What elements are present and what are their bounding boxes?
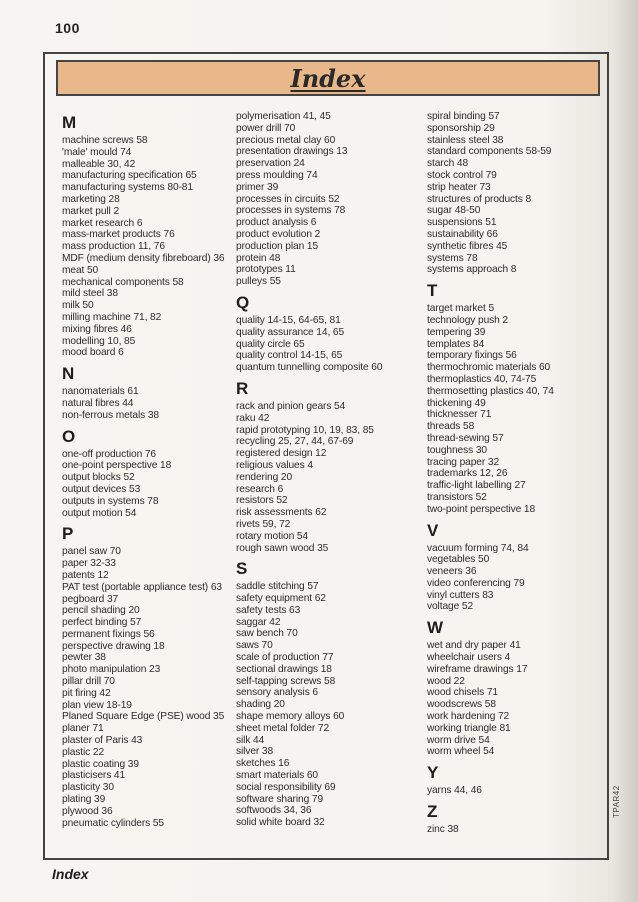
index-entry: trademarks 12, 26 (427, 468, 508, 480)
index-entry: stainless steel 38 (427, 134, 504, 146)
index-entry: plastic coating 39 (62, 758, 139, 770)
index-section (236, 291, 421, 374)
index-section (427, 616, 612, 758)
index-entry: safety tests 63 (236, 604, 301, 616)
index-entry: safety equipment 62 (236, 593, 326, 605)
index-entry: paper 32-33 (62, 558, 116, 570)
index-entry: templates 84 (427, 338, 485, 350)
index-entry: press moulding 74 (236, 169, 318, 181)
index-entry: pneumatic cylinders 55 (62, 817, 164, 829)
index-entry: one-off production 76 (62, 448, 156, 460)
index-entry: wood 22 (427, 675, 465, 687)
section-letter: O (62, 426, 76, 446)
index-entry: shape memory alloys 60 (236, 711, 345, 723)
index-entry: transistors 52 (427, 491, 487, 503)
section-letter: N (62, 364, 75, 384)
index-entry: panel saw 70 (62, 546, 121, 558)
index-entry: saggar 42 (236, 616, 281, 628)
index-entry: sensory analysis 6 (236, 687, 319, 699)
section-letter: V (427, 520, 439, 540)
index-entry: saws 70 (236, 640, 273, 652)
index-entry: saw bench 70 (236, 628, 298, 640)
index-entry: plastic 22 (62, 746, 105, 758)
section-letter: M (62, 113, 77, 132)
section-letter: S (236, 559, 248, 579)
index-entry: plasticity 30 (62, 782, 114, 794)
index-entry: starch 48 (427, 158, 469, 170)
index-entry: processes in systems 78 (236, 205, 346, 217)
index-entry: recycling 25, 27, 44, 67-69 (236, 436, 354, 448)
index-entry: sponsorship 29 (427, 122, 495, 134)
index-section (62, 425, 247, 520)
index-entry: silk 44 (236, 734, 265, 746)
index-entry: plaster of Paris 43 (62, 735, 143, 747)
index-entry: sketches 16 (236, 758, 290, 770)
index-entry: one-point perspective 18 (62, 460, 172, 472)
index-entry: thickening 49 (427, 397, 486, 409)
index-entry: output devices 53 (62, 483, 141, 495)
index-entry: synthetic fibres 45 (427, 240, 508, 252)
index-entry: video conferencing 79 (427, 577, 525, 589)
index-section (427, 279, 612, 515)
index-entry: quantum tunnelling composite 60 (236, 362, 383, 374)
index-entry: Planed Square Edge (PSE) wood 35 (62, 711, 225, 723)
index-entry: mechanical components 58 (62, 276, 184, 288)
index-entry: systems 78 (427, 252, 478, 264)
index-entry: stock control 79 (427, 169, 497, 181)
index-entry: milling machine 71, 82 (62, 311, 162, 323)
index-entry: resistors 52 (236, 495, 288, 507)
index-entry: thermosetting plastics 40, 74 (427, 385, 554, 397)
index-entry: thicknesser 71 (427, 409, 492, 421)
index-entry: zinc 38 (427, 824, 459, 836)
index-entry: malleable 30, 42 (62, 158, 136, 170)
index-entry: polymerisation 41, 45 (236, 111, 331, 122)
index-entry: manufacturing specification 65 (62, 170, 197, 182)
index-section (236, 377, 421, 554)
index-entry: work hardening 72 (427, 711, 510, 723)
index-entry: pewter 38 (62, 652, 106, 664)
index-entry: plasticisers 41 (62, 770, 126, 782)
index-entry: thread-sewing 57 (427, 432, 504, 444)
index-section (236, 111, 421, 288)
index-entry: output blocks 52 (62, 472, 135, 484)
index-entry: quality circle 65 (236, 338, 305, 350)
index-entry: permanent fixings 56 (62, 628, 155, 640)
index-entry: nanomaterials 61 (62, 386, 139, 398)
section-letter: Z (427, 802, 438, 822)
index-entry: veneers 36 (427, 566, 477, 578)
index-entry: outputs in systems 78 (62, 495, 159, 507)
index-section (427, 519, 612, 614)
index-entry: silver 38 (236, 746, 274, 758)
index-entry: tempering 39 (427, 326, 486, 338)
index-entry: solid white board 32 (236, 817, 325, 829)
index-entry: processes in circuits 52 (236, 193, 340, 205)
index-entry: mixing fibres 46 (62, 323, 132, 335)
index-entry: target market 5 (427, 303, 495, 315)
index-entry: wheelchair users 4 (427, 652, 511, 664)
index-entry: standard components 58-59 (427, 146, 552, 158)
index-entry: quality 14-15, 64-65, 81 (236, 314, 341, 326)
index-entry: power drill 70 (236, 122, 296, 134)
index-entry: quality assurance 14, 65 (236, 326, 345, 338)
index-entry: natural fibres 44 (62, 397, 134, 409)
index-entry: self-tapping screws 58 (236, 675, 336, 687)
index-entry: strip heater 73 (427, 181, 491, 193)
index-entry: technology push 2 (427, 314, 508, 326)
index-entry: prototypes 11 (236, 264, 296, 276)
index-entry: thermochromic materials 60 (427, 362, 551, 374)
index-entry: tracing paper 32 (427, 456, 500, 468)
index-entry: shading 20 (236, 699, 285, 711)
index-entry: spiral binding 57 (427, 111, 500, 122)
index-entry: machine screws 58 (62, 135, 148, 146)
index-entry: mass-market products 76 (62, 229, 175, 241)
section-letter: T (427, 281, 438, 301)
index-entry: smart materials 60 (236, 770, 318, 782)
index-entry: sustainability 66 (427, 228, 498, 240)
index-entry: precious metal clay 60 (236, 134, 336, 146)
index-entry: voltage 52 (427, 601, 474, 613)
index-entry: modelling 10, 85 (62, 335, 136, 347)
index-entry: worm wheel 54 (427, 746, 495, 758)
section-letter: Y (427, 763, 439, 783)
index-entry: threads 58 (427, 421, 475, 433)
index-entry: worm drive 54 (427, 734, 490, 746)
index-section (62, 522, 247, 829)
index-entry: presentation drawings 13 (236, 146, 348, 158)
index-entry: mild steel 38 (62, 288, 118, 300)
index-entry: traffic-light labelling 27 (427, 480, 526, 492)
index-entry: marketing 28 (62, 193, 120, 205)
index-entry: softwoods 34, 36 (236, 805, 312, 817)
index-entry: suspensions 51 (427, 217, 497, 229)
index-entry: registered design 12 (236, 448, 327, 460)
index-entry: working triangle 81 (427, 722, 511, 734)
index-entry: rendering 20 (236, 471, 293, 483)
index-entry: mood board 6 (62, 347, 124, 359)
index-entry: plating 39 (62, 794, 106, 806)
index-column-1 (62, 111, 247, 829)
index-entry: yarns 44, 46 (427, 785, 482, 797)
index-entry: non-ferrous metals 38 (62, 409, 159, 421)
index-entry: vinyl cutters 83 (427, 589, 494, 601)
index-entry: mass production 11, 76 (62, 241, 165, 253)
page-number: 100 (55, 20, 80, 36)
index-entry: sectional drawings 18 (236, 663, 332, 675)
index-entry: product evolution 2 (236, 228, 321, 240)
index-entry: photo manipulation 23 (62, 664, 161, 676)
section-letter: Q (236, 292, 250, 312)
index-entry: milk 50 (62, 300, 94, 312)
index-entry: vacuum forming 74, 84 (427, 542, 529, 554)
index-entry: product analysis 6 (236, 217, 317, 229)
index-entry: preservation 24 (236, 158, 305, 170)
index-section (427, 761, 612, 797)
index-entry: raku 42 (236, 412, 270, 424)
section-letter: R (236, 378, 249, 398)
index-entry: rivets 59, 72 (236, 518, 291, 530)
index-entry: perspective drawing 18 (62, 640, 165, 652)
index-entry: structures of products 8 (427, 193, 532, 205)
footer-section-label: Index (52, 866, 89, 882)
title-banner (56, 60, 600, 96)
index-entry: pegboard 37 (62, 593, 119, 605)
index-entry: wet and dry paper 41 (427, 640, 521, 652)
index-entry: rotary motion 54 (236, 530, 309, 542)
index-entry: primer 39 (236, 181, 279, 193)
index-entry: meat 50 (62, 264, 99, 276)
side-code: TPAR42 (612, 785, 621, 818)
index-entry: pit firing 42 (62, 687, 111, 699)
index-entry: software sharing 79 (236, 793, 324, 805)
section-letter: P (62, 524, 74, 544)
index-entry: thermoplastics 40, 74-75 (427, 373, 537, 385)
index-title: Index (290, 64, 366, 93)
index-entry: patents 12 (62, 569, 109, 581)
index-section (427, 111, 612, 276)
index-section (236, 557, 421, 829)
index-entry: woodscrews 58 (427, 699, 496, 711)
index-entry: sheet metal folder 72 (236, 722, 330, 734)
index-column-3 (427, 111, 612, 836)
index-entry: MDF (medium density fibreboard) 36 (62, 252, 225, 264)
index-entry: wood chisels 71 (427, 687, 498, 699)
index-entry: temporary fixings 56 (427, 350, 517, 362)
index-entry: systems approach 8 (427, 264, 517, 276)
index-entry: plywood 36 (62, 805, 113, 817)
index-entry: pencil shading 20 (62, 605, 140, 617)
index-entry: pillar drill 70 (62, 676, 115, 688)
index-entry: quality control 14-15, 65 (236, 350, 343, 362)
index-entry: scale of production 77 (236, 652, 334, 664)
index-entry: 'male' mould 74 (62, 146, 132, 158)
index-entry: vegetables 50 (427, 554, 490, 566)
index-entry: wireframe drawings 17 (427, 663, 528, 675)
index-entry: plan view 18-19 (62, 699, 132, 711)
index-entry: pulleys 55 (236, 276, 281, 288)
index-entry: market research 6 (62, 217, 143, 229)
index-section (62, 111, 247, 359)
section-letter: W (427, 618, 444, 638)
index-entry: rough sawn wood 35 (236, 542, 329, 554)
index-entry: two-point perspective 18 (427, 503, 536, 515)
index-entry: manufacturing systems 80-81 (62, 182, 193, 194)
index-section (62, 362, 247, 421)
index-entry: saddle stitching 57 (236, 581, 319, 593)
index-entry: religious values 4 (236, 459, 313, 471)
index-entry: market pull 2 (62, 205, 120, 217)
index-entry: research 6 (236, 483, 284, 495)
index-entry: planer 71 (62, 723, 104, 735)
index-entry: production plan 15 (236, 240, 319, 252)
index-entry: social responsibility 69 (236, 781, 336, 793)
index-entry: toughness 30 (427, 444, 487, 456)
index-entry: perfect binding 57 (62, 617, 142, 629)
index-entry: protein 48 (236, 252, 281, 264)
index-entry: PAT test (portable appliance test) 63 (62, 581, 222, 593)
index-section (427, 800, 612, 836)
index-entry: risk assessments 62 (236, 507, 327, 519)
index-entry: rapid prototyping 10, 19, 83, 85 (236, 424, 374, 436)
index-entry: output motion 54 (62, 507, 137, 519)
index-entry: sugar 48-50 (427, 205, 481, 217)
index-column-2 (236, 111, 421, 829)
index-entry: rack and pinion gears 54 (236, 400, 346, 412)
